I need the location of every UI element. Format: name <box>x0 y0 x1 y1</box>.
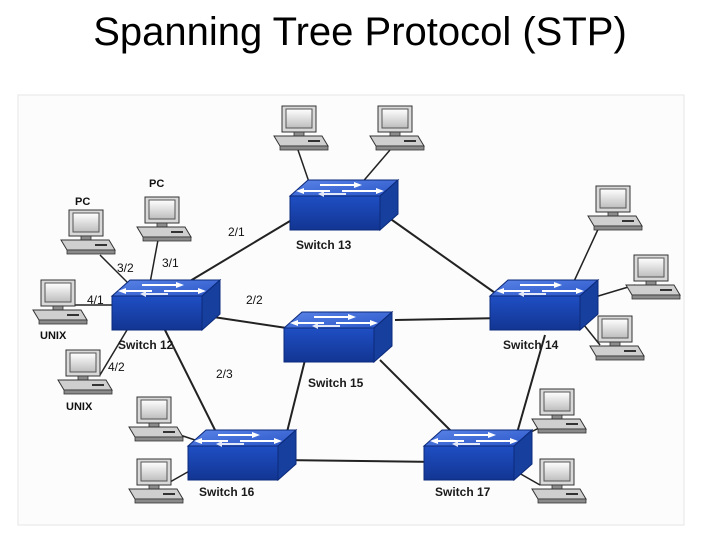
host-label-pc: PC <box>75 196 91 208</box>
switch-14-icon <box>490 280 598 330</box>
switch-16-label: Switch 16 <box>199 485 255 499</box>
switch-16-icon <box>188 430 296 480</box>
switch-13-label: Switch 13 <box>296 238 352 252</box>
port-label: 3/1 <box>162 256 179 270</box>
switch-17-label: Switch 17 <box>435 485 491 499</box>
switch-15-icon <box>284 312 392 362</box>
page-title: Spanning Tree Protocol (STP) <box>93 10 627 54</box>
switch-15-label: Switch 15 <box>308 376 364 390</box>
host-label-unix: UNIX <box>40 330 67 342</box>
port-label: 3/2 <box>117 261 134 275</box>
switch-17-icon <box>424 430 532 480</box>
switch-12-icon <box>112 280 220 330</box>
port-label: 4/2 <box>108 360 125 374</box>
port-label: 2/1 <box>228 225 245 239</box>
port-label: 4/1 <box>87 293 104 307</box>
port-label: 2/2 <box>246 293 263 307</box>
host-label-unix: UNIX <box>66 401 93 413</box>
host-label-pc: PC <box>149 178 165 190</box>
port-label: 2/3 <box>216 367 233 381</box>
switch-12-label: Switch 12 <box>118 338 174 352</box>
switch-14-label: Switch 14 <box>503 338 559 352</box>
switch-13-icon <box>290 180 398 230</box>
